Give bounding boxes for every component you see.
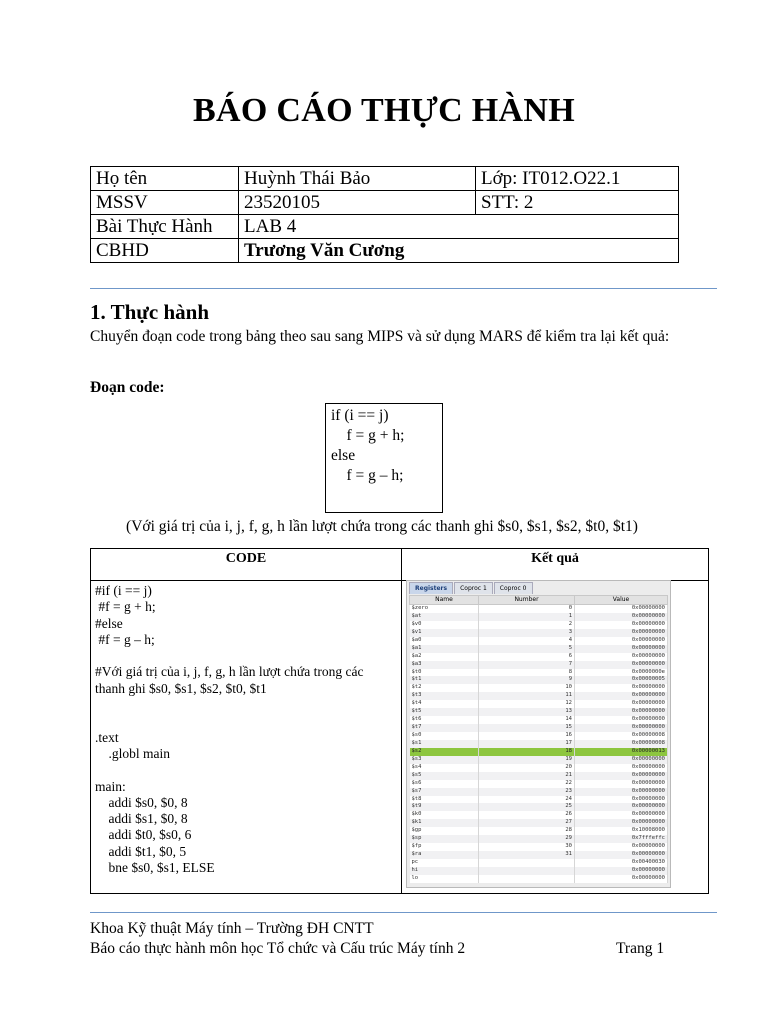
- register-row: [410, 724, 668, 732]
- register-number: 20: [479, 764, 575, 772]
- register-value: 0x00000000: [575, 788, 668, 796]
- footer-course: Báo cáo thực hành môn học Tổ chức và Cấu trúc Máy tính 2: [90, 940, 466, 957]
- code-line: [95, 697, 395, 713]
- id-label: MSSV: [91, 191, 239, 215]
- col-code-header: CODE: [225, 551, 267, 566]
- register-value: 0x00000000: [575, 756, 668, 764]
- register-value: 0x10008000: [575, 827, 668, 835]
- register-number: 3: [479, 629, 575, 637]
- info-row-cbhd: [91, 239, 679, 263]
- register-row: [410, 653, 668, 661]
- info-row-lab: [91, 215, 679, 239]
- register-name: $s1: [410, 740, 479, 748]
- report-title: BÁO CÁO THỰC HÀNH: [193, 92, 575, 129]
- name-label: Họ tên: [91, 167, 239, 191]
- register-name: $t4: [410, 700, 479, 708]
- register-row: [410, 708, 668, 716]
- register-number: [479, 867, 575, 875]
- id-value: 23520105: [239, 191, 476, 215]
- table-header: [91, 549, 708, 581]
- code-line: [95, 762, 395, 778]
- register-row: [410, 788, 668, 796]
- register-row: [410, 803, 668, 811]
- register-name: $s4: [410, 764, 479, 772]
- register-row: [410, 613, 668, 621]
- register-name: $t9: [410, 803, 479, 811]
- register-row: [410, 796, 668, 804]
- code-snippet-box: [325, 403, 443, 513]
- code-line: .globl main: [95, 745, 170, 761]
- snippet-line: f = g – h;: [331, 467, 404, 484]
- code-line: #Với giá trị của i, j, f, g, h lần lượt chứa trong các: [95, 664, 364, 680]
- col-name-header: Name: [410, 596, 479, 605]
- register-number: 1: [479, 613, 575, 621]
- register-name: pc: [410, 859, 479, 867]
- register-number: 12: [479, 700, 575, 708]
- register-row: [410, 637, 668, 645]
- register-row: [410, 716, 668, 724]
- register-name: $t3: [410, 692, 479, 700]
- code-line: addi $t1, $0, 5: [95, 843, 187, 859]
- col-result-header: Kết quả: [531, 551, 579, 566]
- code-line: #if (i == j): [95, 583, 152, 598]
- register-name: $v1: [410, 629, 479, 637]
- register-value: 0x00000008: [575, 732, 668, 740]
- cbhd-value: Trương Văn Cương: [239, 239, 679, 263]
- info-row-name: [91, 167, 679, 191]
- register-number: 6: [479, 653, 575, 661]
- register-number: 16: [479, 732, 575, 740]
- register-number: 2: [479, 621, 575, 629]
- tab-coproc-0[interactable]: Coproc 0: [494, 582, 533, 594]
- info-row-id: [91, 191, 679, 215]
- register-row: [410, 692, 668, 700]
- register-name: $at: [410, 613, 479, 621]
- register-value: 0x00000000: [575, 803, 668, 811]
- register-row: [410, 645, 668, 653]
- register-note-text: (Với giá trị của i, j, f, g, h lần lượt chứa trong các thanh ghi $s0, $s1, $s2, $t0, $t1): [126, 518, 638, 535]
- register-name: $t0: [410, 669, 479, 677]
- register-number: 22: [479, 780, 575, 788]
- code-line: #f = g – h;: [95, 631, 155, 647]
- register-value: 0x00000000: [575, 780, 668, 788]
- register-row: [410, 621, 668, 629]
- snippet-line: else: [331, 447, 356, 464]
- register-value: 0x00000000: [575, 621, 668, 629]
- lab-value: LAB 4: [239, 215, 679, 239]
- code-line: .text: [95, 729, 119, 745]
- footer-divider: [90, 912, 717, 913]
- register-row: [410, 772, 668, 780]
- register-name: $fp: [410, 843, 479, 851]
- register-row: [410, 843, 668, 851]
- register-value: 0x00000000: [575, 764, 668, 772]
- class-value: Lớp: IT012.O22.1: [476, 167, 679, 191]
- register-number: 21: [479, 772, 575, 780]
- register-number: 23: [479, 788, 575, 796]
- register-row: [410, 605, 668, 613]
- register-number: 18: [479, 748, 575, 756]
- name-value: Huỳnh Thái Bảo: [239, 167, 476, 191]
- register-row: [410, 851, 668, 859]
- register-row: [410, 875, 668, 883]
- register-value: 0x00000000: [575, 819, 668, 827]
- register-number: 26: [479, 811, 575, 819]
- register-row: [410, 764, 668, 772]
- register-name: $t1: [410, 676, 479, 684]
- header-divider: [90, 288, 717, 289]
- code-line: #f = g + h;: [95, 599, 156, 615]
- register-number: [479, 859, 575, 867]
- code-line: addi $s1, $0, 8: [95, 811, 188, 827]
- register-row: [410, 684, 668, 692]
- snippet-line: f = g + h;: [331, 427, 405, 444]
- register-value: 0x00000000: [575, 843, 668, 851]
- register-name: hi: [410, 867, 479, 875]
- code-line: addi $t0, $s0, 6: [95, 827, 192, 843]
- register-name: $v0: [410, 621, 479, 629]
- col-value-header: Value: [575, 596, 668, 605]
- register-name: $a1: [410, 645, 479, 653]
- page-number: Trang 1: [616, 940, 665, 957]
- register-row: [410, 756, 668, 764]
- register-row: [410, 780, 668, 788]
- register-value: 0x00000000: [575, 629, 668, 637]
- register-row: [410, 676, 668, 684]
- code-line: bne $s0, $s1, ELSE: [95, 860, 215, 876]
- register-value: 0x00000000: [575, 772, 668, 780]
- register-value: 0x00000000: [575, 867, 668, 875]
- register-name: $t7: [410, 724, 479, 732]
- register-number: 5: [479, 645, 575, 653]
- register-name: $s5: [410, 772, 479, 780]
- register-value: 0x00000000: [575, 692, 668, 700]
- register-number: 10: [479, 684, 575, 692]
- register-name: $a3: [410, 661, 479, 669]
- code-line: #else: [95, 615, 123, 631]
- register-number: 19: [479, 756, 575, 764]
- cbhd-label: CBHD: [91, 239, 239, 263]
- register-value: 0x00000005: [575, 676, 668, 684]
- register-row: [410, 827, 668, 835]
- register-value: 0x00000000: [575, 700, 668, 708]
- register-name: $s6: [410, 780, 479, 788]
- register-row: [410, 629, 668, 637]
- register-value: 0x7fffeffc: [575, 835, 668, 843]
- register-value: 0x00000000: [575, 724, 668, 732]
- register-value: 0x00000000: [575, 851, 668, 859]
- register-number: 7: [479, 661, 575, 669]
- register-number: [479, 875, 575, 883]
- register-value: 0x00000000: [575, 661, 668, 669]
- register-name: $t8: [410, 796, 479, 804]
- register-name: $t6: [410, 716, 479, 724]
- register-number: 30: [479, 843, 575, 851]
- register-number: 28: [479, 827, 575, 835]
- code-line: [95, 648, 395, 664]
- register-value: 0x00000000: [575, 708, 668, 716]
- register-name: $s2: [410, 748, 479, 756]
- lab-label: Bài Thực Hành: [91, 215, 239, 239]
- register-name: $t2: [410, 684, 479, 692]
- code-result-table: [90, 548, 709, 894]
- mars-register-panel: [406, 580, 671, 888]
- register-value: 0x00000008: [575, 740, 668, 748]
- col-number-header: Number: [479, 596, 575, 605]
- register-name: $a2: [410, 653, 479, 661]
- register-name: $s0: [410, 732, 479, 740]
- register-value: 0x00000000: [575, 811, 668, 819]
- register-value: 0x00000000: [575, 637, 668, 645]
- register-value: 0x00000000: [575, 613, 668, 621]
- register-name: $gp: [410, 827, 479, 835]
- register-value: 0x00000000: [575, 796, 668, 804]
- register-name: $s3: [410, 756, 479, 764]
- register-number: 31: [479, 851, 575, 859]
- register-number: 17: [479, 740, 575, 748]
- section-paragraph: Chuyển đoạn code trong bảng theo sau sang MIPS và sử dụng MARS để kiểm tra lại kết quả:: [90, 328, 670, 345]
- register-row: [410, 700, 668, 708]
- register-row: [410, 669, 668, 677]
- register-value: 0x00000000: [575, 716, 668, 724]
- register-value: 0x00000000: [575, 684, 668, 692]
- stt-value: STT: 2: [476, 191, 679, 215]
- register-number: 11: [479, 692, 575, 700]
- register-number: 29: [479, 835, 575, 843]
- register-value: 0x00000013: [575, 748, 668, 756]
- register-name: $t5: [410, 708, 479, 716]
- register-row: [410, 661, 668, 669]
- column-divider: [401, 549, 402, 893]
- register-number: 4: [479, 637, 575, 645]
- code-line: [95, 713, 395, 729]
- register-name: lo: [410, 875, 479, 883]
- mips-code: [95, 583, 395, 876]
- register-value: 0x00400030: [575, 859, 668, 867]
- register-row: [410, 867, 668, 875]
- register-name: $zero: [410, 605, 479, 613]
- mars-tabs: [407, 581, 670, 594]
- section-heading: 1. Thực hành: [90, 300, 210, 324]
- tab-coproc-1[interactable]: Coproc 1: [454, 582, 493, 594]
- register-name: $a0: [410, 637, 479, 645]
- register-value: 0x00000000: [575, 653, 668, 661]
- register-header-row: [410, 596, 668, 605]
- register-row: [410, 819, 668, 827]
- code-label: Đoạn code:: [90, 379, 165, 396]
- register-number: 13: [479, 708, 575, 716]
- register-row: [410, 732, 668, 740]
- register-table: [409, 595, 668, 883]
- register-name: $ra: [410, 851, 479, 859]
- register-number: 8: [479, 669, 575, 677]
- register-row: [410, 859, 668, 867]
- register-row: [410, 748, 668, 756]
- student-info-table: [90, 166, 679, 263]
- register-name: $k1: [410, 819, 479, 827]
- register-name: $sp: [410, 835, 479, 843]
- register-number: 0: [479, 605, 575, 613]
- register-row: [410, 811, 668, 819]
- register-number: 25: [479, 803, 575, 811]
- code-line: addi $s0, $0, 8: [95, 794, 188, 810]
- register-name: $s7: [410, 788, 479, 796]
- register-row: [410, 740, 668, 748]
- register-value: 0x0000000e: [575, 669, 668, 677]
- footer-faculty: Khoa Kỹ thuật Máy tính – Trường ĐH CNTT: [90, 920, 374, 937]
- register-number: 9: [479, 676, 575, 684]
- code-line: main:: [95, 778, 126, 794]
- code-line: thanh ghi $s0, $s1, $s2, $t0, $t1: [95, 680, 267, 696]
- register-name: $k0: [410, 811, 479, 819]
- tab-registers[interactable]: Registers: [409, 582, 453, 594]
- register-note: [0, 518, 768, 536]
- register-row: [410, 835, 668, 843]
- register-value: 0x00000000: [575, 605, 668, 613]
- register-value: 0x00000000: [575, 875, 668, 883]
- snippet-line: if (i == j): [331, 407, 389, 424]
- register-number: 15: [479, 724, 575, 732]
- register-number: 14: [479, 716, 575, 724]
- register-number: 24: [479, 796, 575, 804]
- register-number: 27: [479, 819, 575, 827]
- register-value: 0x00000000: [575, 645, 668, 653]
